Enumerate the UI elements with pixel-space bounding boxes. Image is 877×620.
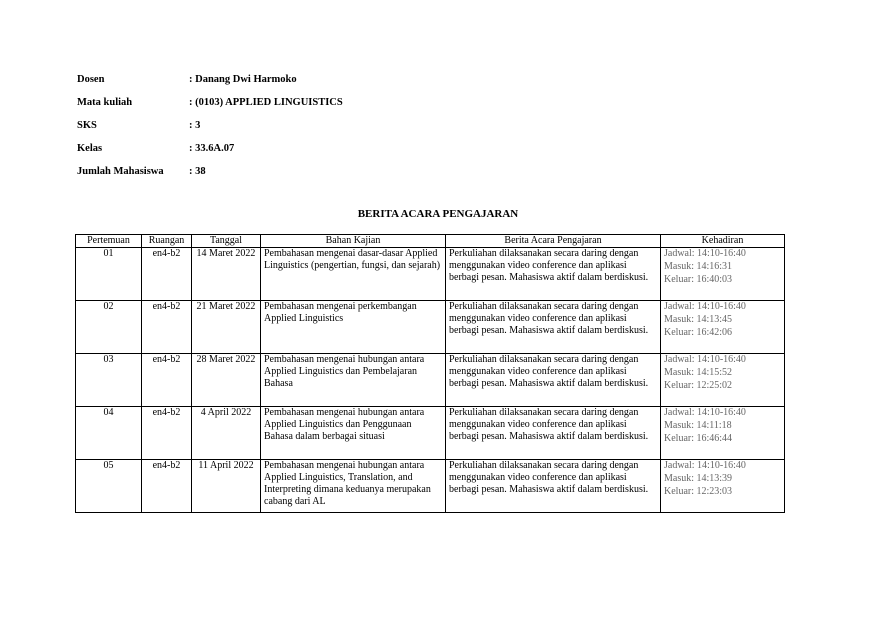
keluar-text: Keluar: 12:25:02: [664, 380, 733, 391]
jadwal-text: Jadwal: 14:10-16:40: [664, 460, 746, 471]
masuk-text: Masuk: 14:16:31: [664, 261, 733, 272]
cell-berita-acara: [446, 460, 661, 513]
cell-pertemuan: 02: [76, 301, 142, 354]
table-row: [76, 301, 785, 354]
info-label: Mata kuliah: [77, 97, 133, 108]
cell-pertemuan: 04: [76, 407, 142, 460]
cell-berita-acara: [446, 407, 661, 460]
cell-berita-acara: [446, 248, 661, 301]
cell-bahan-kajian: [261, 248, 446, 301]
keluar-text: Keluar: 12:23:03: [664, 486, 733, 497]
cell-tanggal: 14 Maret 2022: [192, 248, 261, 301]
header-kehadiran: Kehadiran: [661, 235, 785, 248]
cell-tanggal: 21 Maret 2022: [192, 301, 261, 354]
header-pertemuan: Pertemuan: [76, 235, 142, 248]
info-label: Jumlah Mahasiswa: [77, 166, 164, 177]
keluar-text: Keluar: 16:40:03: [664, 274, 733, 285]
cell-tanggal: 11 April 2022: [192, 460, 261, 513]
cell-ruangan: en4-b2: [142, 301, 192, 354]
cell-kehadiran: [661, 354, 785, 407]
bahan-text: Pembahasan mengenai hubungan antara Applied Linguistics dan Pembelajaran Bahasa: [264, 354, 425, 389]
cell-ruangan: en4-b2: [142, 407, 192, 460]
info-value: : (0103) APPLIED LINGUISTICS: [189, 97, 343, 108]
bahan-text: Pembahasan mengenai perkembangan Applied Linguistics: [264, 301, 417, 324]
bahan-text: Pembahasan mengenai hubungan antara Applied Linguistics dan Penggunaan Bahasa dalam berbagai situasi: [264, 407, 425, 442]
cell-kehadiran: [661, 407, 785, 460]
cell-tanggal: 28 Maret 2022: [192, 354, 261, 407]
info-label: Dosen: [77, 74, 105, 85]
table-row: [76, 460, 785, 513]
info-value: : Danang Dwi Harmoko: [189, 74, 297, 85]
cell-bahan-kajian: [261, 301, 446, 354]
table-row: [76, 407, 785, 460]
berita-text: Perkuliahan dilaksanakan secara daring dengan menggunakan video conference dan aplikasi berbagi pesan. Mahasiswa aktif dalam berdiskusi.: [449, 354, 649, 389]
masuk-text: Masuk: 14:13:39: [664, 473, 733, 484]
cell-pertemuan: 01: [76, 248, 142, 301]
berita-text: Perkuliahan dilaksanakan secara daring dengan menggunakan video conference dan aplikasi berbagi pesan. Mahasiswa aktif dalam berdiskusi.: [449, 248, 649, 283]
header-berita-acara: Berita Acara Pengajaran: [446, 235, 661, 248]
cell-berita-acara: [446, 301, 661, 354]
berita-text: Perkuliahan dilaksanakan secara daring dengan menggunakan video conference dan aplikasi berbagi pesan. Mahasiswa aktif dalam berdiskusi.: [449, 460, 649, 495]
cell-kehadiran: [661, 248, 785, 301]
cell-tanggal: 4 April 2022: [192, 407, 261, 460]
jadwal-text: Jadwal: 14:10-16:40: [664, 248, 746, 259]
keluar-text: Keluar: 16:46:44: [664, 433, 733, 444]
berita-text: Perkuliahan dilaksanakan secara daring dengan menggunakan video conference dan aplikasi berbagi pesan. Mahasiswa aktif dalam berdiskusi.: [449, 407, 649, 442]
bahan-text: Pembahasan mengenai hubungan antara Applied Linguistics, Translation, and Interpreting dimana keduanya merupakan cabang dari AL: [264, 460, 431, 507]
masuk-text: Masuk: 14:11:18: [664, 420, 732, 431]
table-row: [76, 354, 785, 407]
table-row: [76, 248, 785, 301]
info-value: : 33.6A.07: [189, 143, 235, 154]
info-label: Kelas: [77, 143, 103, 154]
cell-bahan-kajian: [261, 354, 446, 407]
bahan-text: Pembahasan mengenai dasar-dasar Applied Linguistics (pengertian, fungsi, dan sejarah): [264, 248, 441, 271]
cell-bahan-kajian: [261, 460, 446, 513]
table-header-row: [76, 235, 785, 248]
info-value: : 3: [189, 120, 201, 131]
teaching-record-table: [75, 234, 785, 513]
header-bahan-kajian: Bahan Kajian: [261, 235, 446, 248]
cell-pertemuan: 03: [76, 354, 142, 407]
cell-pertemuan: 05: [76, 460, 142, 513]
header-ruangan: Ruangan: [142, 235, 192, 248]
cell-ruangan: en4-b2: [142, 248, 192, 301]
info-value: : 38: [189, 166, 206, 177]
cell-kehadiran: [661, 301, 785, 354]
info-label: SKS: [77, 120, 97, 131]
masuk-text: Masuk: 14:13:45: [664, 314, 733, 325]
cell-kehadiran: [661, 460, 785, 513]
cell-ruangan: en4-b2: [142, 354, 192, 407]
masuk-text: Masuk: 14:15:52: [664, 367, 733, 378]
keluar-text: Keluar: 16:42:06: [664, 327, 733, 338]
cell-ruangan: en4-b2: [142, 460, 192, 513]
header-tanggal: Tanggal: [192, 235, 261, 248]
jadwal-text: Jadwal: 14:10-16:40: [664, 301, 746, 312]
jadwal-text: Jadwal: 14:10-16:40: [664, 407, 746, 418]
cell-bahan-kajian: [261, 407, 446, 460]
cell-berita-acara: [446, 354, 661, 407]
berita-text: Perkuliahan dilaksanakan secara daring dengan menggunakan video conference dan aplikasi berbagi pesan. Mahasiswa aktif dalam berdiskusi.: [449, 301, 649, 336]
jadwal-text: Jadwal: 14:10-16:40: [664, 354, 746, 365]
document-title: BERITA ACARA PENGAJARAN: [357, 208, 519, 220]
